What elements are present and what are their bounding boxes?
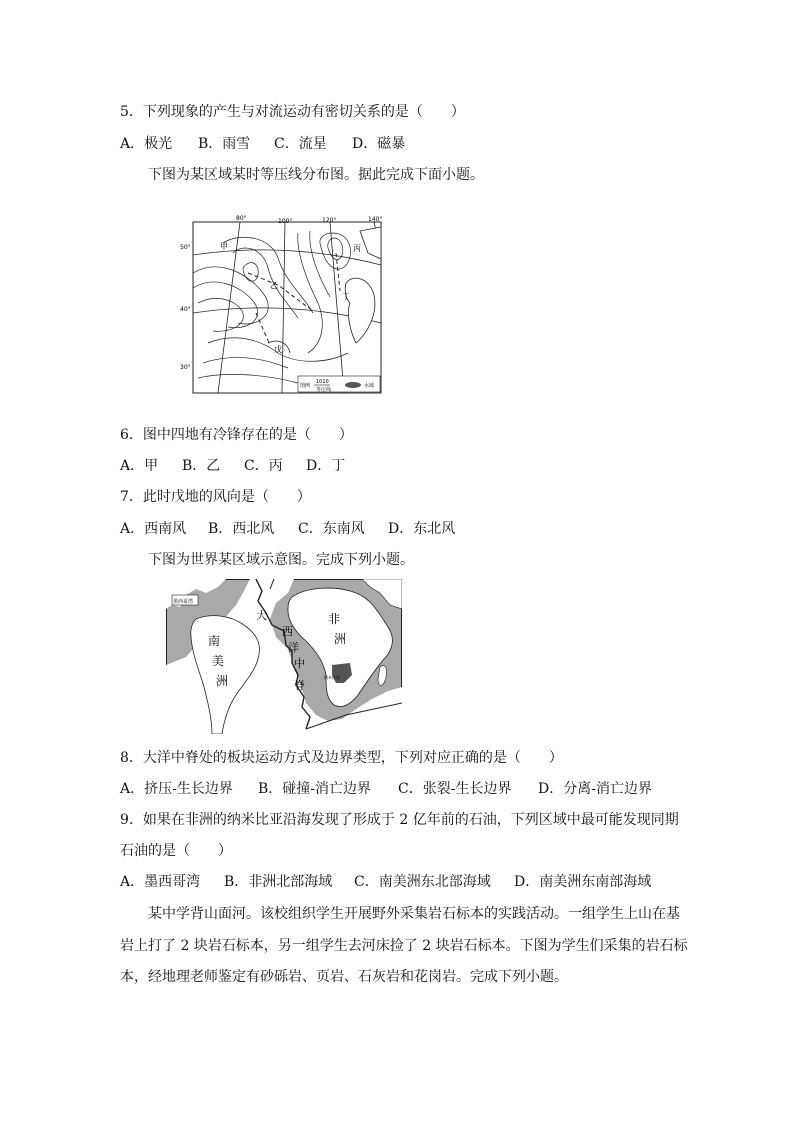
option-b: B．西北风 [208,521,275,537]
question-9-options [120,873,680,891]
world-region-map [166,579,402,734]
question-6-stem: 6．图中四地有冷锋存在的是（ ） [120,427,353,443]
option-b: B．碰撞-消亡边界 [258,781,372,797]
label-africa-1: 非 [328,612,341,626]
legend-isobar-value: 1010 [316,379,329,385]
question-9-stem-line1: 9．如果在非洲的纳米比亚沿海发现了形成于 2 亿年前的石油，下列区域中最可能发现同期 [120,812,679,828]
option-d: D．丁 [306,458,346,474]
intro-world-map: 下图为世界某区域示意图。完成下列小题。 [148,552,414,568]
label-ridge-5: 脊 [294,679,305,692]
label-ridge-4: 中 [294,657,305,670]
lat-50: 50° [180,244,191,251]
place-ding: 丁 [342,292,350,301]
option-c: C．东南风 [298,521,365,537]
option-b: B．乙 [182,458,221,474]
intro-rock-samples-line3: 本，经地理老师鉴定有砂砾岩、页岩、石灰岩和花岗岩。完成下列小题。 [120,969,568,985]
question-7-options [120,520,680,538]
question-7-stem: 7．此时戊地的风向是（ ） [120,489,311,505]
lon-140: 140° [368,216,383,223]
option-d: D．分离-消亡边界 [538,781,652,797]
place-bing: 丙 [353,244,361,253]
option-b: B．非洲北部海域 [224,874,333,890]
intro-rock-samples-line1: 某中学背山面河。该校组织学生开展野外采集岩石标本的实践活动。一组学生上山在基 [148,906,680,922]
legend-isobar-label: 等压线 [316,387,332,393]
option-c: C．丙 [244,458,283,474]
option-b: B．雨雪 [198,136,251,152]
legend-water-label: 水域 [364,383,375,389]
option-d: D．南美洲东南部海域 [514,874,652,890]
question-8-options [120,780,680,798]
isobar-map-figure [178,213,384,395]
question-9-stem-line2: 石油的是（ ） [120,843,232,859]
question-6-options [120,457,680,475]
intro-rock-samples-line2: 岩上打了 2 块岩石标本，另一组学生去河床捡了 2 块岩石标本。下图为学生们采集的岩石标 [120,938,688,954]
label-ridge-1: 大 [256,609,267,622]
world-region-map-figure [166,579,402,734]
option-d: D．东北风 [388,521,456,537]
isobar-map [178,213,384,395]
label-ridge-2: 西 [282,625,293,638]
place-wu: 戊 [274,345,282,354]
option-a: A．甲 [120,458,159,474]
place-yi: 乙 [270,281,278,290]
legend-title: 图例 [300,383,311,389]
option-a: A．挤压-生长边界 [120,781,233,797]
option-a: A．墨西哥湾 [120,874,201,890]
lon-80: 80° [236,215,247,222]
lon-120: 120° [322,217,337,224]
option-a: A．极光 [120,136,173,152]
label-ridge-3: 洋 [288,641,299,654]
lon-100: 100° [278,218,293,225]
intro-isobar-map: 下图为某区域某时等压线分布图。据此完成下面小题。 [148,167,484,183]
option-c: C．张裂-生长边界 [398,781,512,797]
label-namibia: 纳米比亚 [324,675,340,680]
option-c: C．南美洲东北部海域 [354,874,491,890]
label-africa-2: 洲 [334,632,347,646]
label-south-3: 洲 [216,674,229,688]
lat-40: 40° [180,306,191,313]
label-south-1: 南 [208,634,221,648]
label-south-2: 美 [212,654,225,668]
question-5-options [120,135,680,153]
option-d: D．磁暴 [352,136,406,152]
place-jia: 甲 [220,242,228,251]
option-a: A．西南风 [120,521,187,537]
option-c: C．流星 [274,136,327,152]
question-8-stem: 8．大洋中脊处的板块运动方式及边界类型，下列对应正确的是（ ） [120,750,563,766]
question-5-stem: 5．下列现象的产生与对流运动有密切关系的是（ ） [120,104,465,120]
label-mexico-gulf: 墨西哥湾 [173,599,194,605]
lat-30: 30° [180,364,191,371]
